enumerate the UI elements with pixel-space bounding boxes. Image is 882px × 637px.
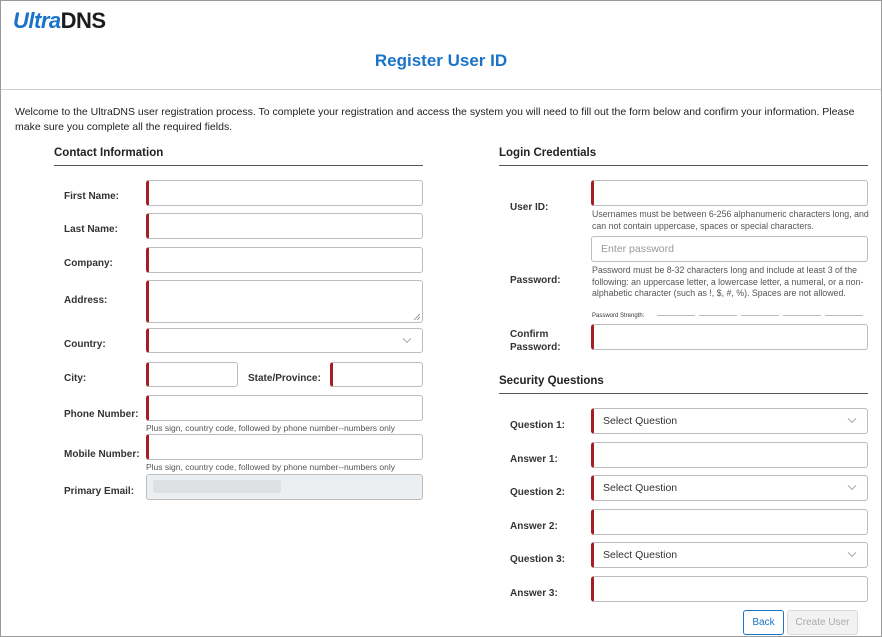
mobile-label: Mobile Number: [64,449,140,460]
phone-label: Phone Number: [64,409,139,420]
strength-segment [783,315,821,316]
city-field[interactable] [146,362,238,387]
company-label: Company: [64,258,113,269]
answer-1-field[interactable] [591,442,868,468]
question-1-value: Select Question [603,415,678,427]
resize-handle-icon[interactable] [413,313,420,320]
question-2-value: Select Question [603,482,678,494]
phone-field[interactable] [146,395,423,421]
intro-text: Welcome to the UltraDNS user registration process. To complete your registration and access the system you will need to fill out the form below and confirm your information. Please make sure you complete all the required fields. [15,106,855,133]
answer-3-field[interactable] [591,576,868,602]
contact-section-title: Contact Information [54,147,164,159]
question-2-select[interactable] [591,475,868,501]
question-1-select[interactable] [591,408,868,434]
question-3-label: Question 3: [510,554,566,565]
contact-section-divider [54,165,423,166]
confirm-password-label: Confirm Password: [510,329,561,353]
password-strength-label: Password Strength: [592,313,645,319]
user-id-help: Usernames must be between 6-256 alphanumeric characters long, and can not contain uppercase, spaces or special characters. [592,209,869,231]
user-id-label: User ID: [510,202,549,213]
address-textarea[interactable] [146,280,423,323]
answer-2-field[interactable] [591,509,868,535]
header-divider [1,89,881,90]
email-field [146,474,423,500]
last-name-label: Last Name: [64,224,118,235]
state-field[interactable] [330,362,423,387]
company-field[interactable] [146,247,423,273]
back-button[interactable]: Back [743,610,784,635]
country-select[interactable] [146,328,423,353]
email-redacted [153,480,281,493]
city-label: City: [64,373,87,384]
login-section-title: Login Credentials [499,147,597,159]
password-help: Password must be 8-32 characters long and include at least 3 of the following: an uppercase letter, a lowercase letter, a numeral, or a non-alphabetic character (such as !, $, #, %). Spaces are not allowed. [592,265,864,298]
last-name-field[interactable] [146,213,423,239]
question-3-value: Select Question [603,549,678,561]
first-name-label: First Name: [64,191,120,202]
user-id-field[interactable] [591,180,868,206]
strength-segment [657,315,695,316]
chevron-down-icon [847,417,857,423]
password-placeholder: Enter password [601,243,674,255]
address-label: Address: [64,295,108,306]
state-label: State/Province: [248,373,321,384]
chevron-down-icon [847,551,857,557]
security-section-divider [499,393,868,394]
strength-segment [825,315,863,316]
password-label: Password: [510,275,561,286]
chevron-down-icon [402,337,412,343]
answer-2-label: Answer 2: [510,521,558,532]
strength-segment [741,315,779,316]
question-1-label: Question 1: [510,420,566,431]
page-title: Register User ID [374,51,508,70]
answer-1-label: Answer 1: [510,454,558,465]
phone-help: Plus sign, country code, followed by phone number--numbers only [146,423,395,433]
confirm-password-field[interactable] [591,324,868,350]
chevron-down-icon [847,484,857,490]
question-2-label: Question 2: [510,487,566,498]
login-section-divider [499,165,868,166]
strength-segment [699,315,737,316]
mobile-help: Plus sign, country code, followed by phone number--numbers only [146,462,395,472]
password-field[interactable] [591,236,868,262]
first-name-field[interactable] [146,180,423,206]
create-user-button[interactable]: Create User [787,610,858,635]
email-label: Primary Email: [64,486,135,497]
security-section-title: Security Questions [499,375,604,387]
country-label: Country: [64,339,106,350]
ultradns-logo[interactable]: UltraDNS [13,8,106,33]
question-3-select[interactable] [591,542,868,568]
answer-3-label: Answer 3: [510,588,558,599]
mobile-field[interactable] [146,434,423,460]
